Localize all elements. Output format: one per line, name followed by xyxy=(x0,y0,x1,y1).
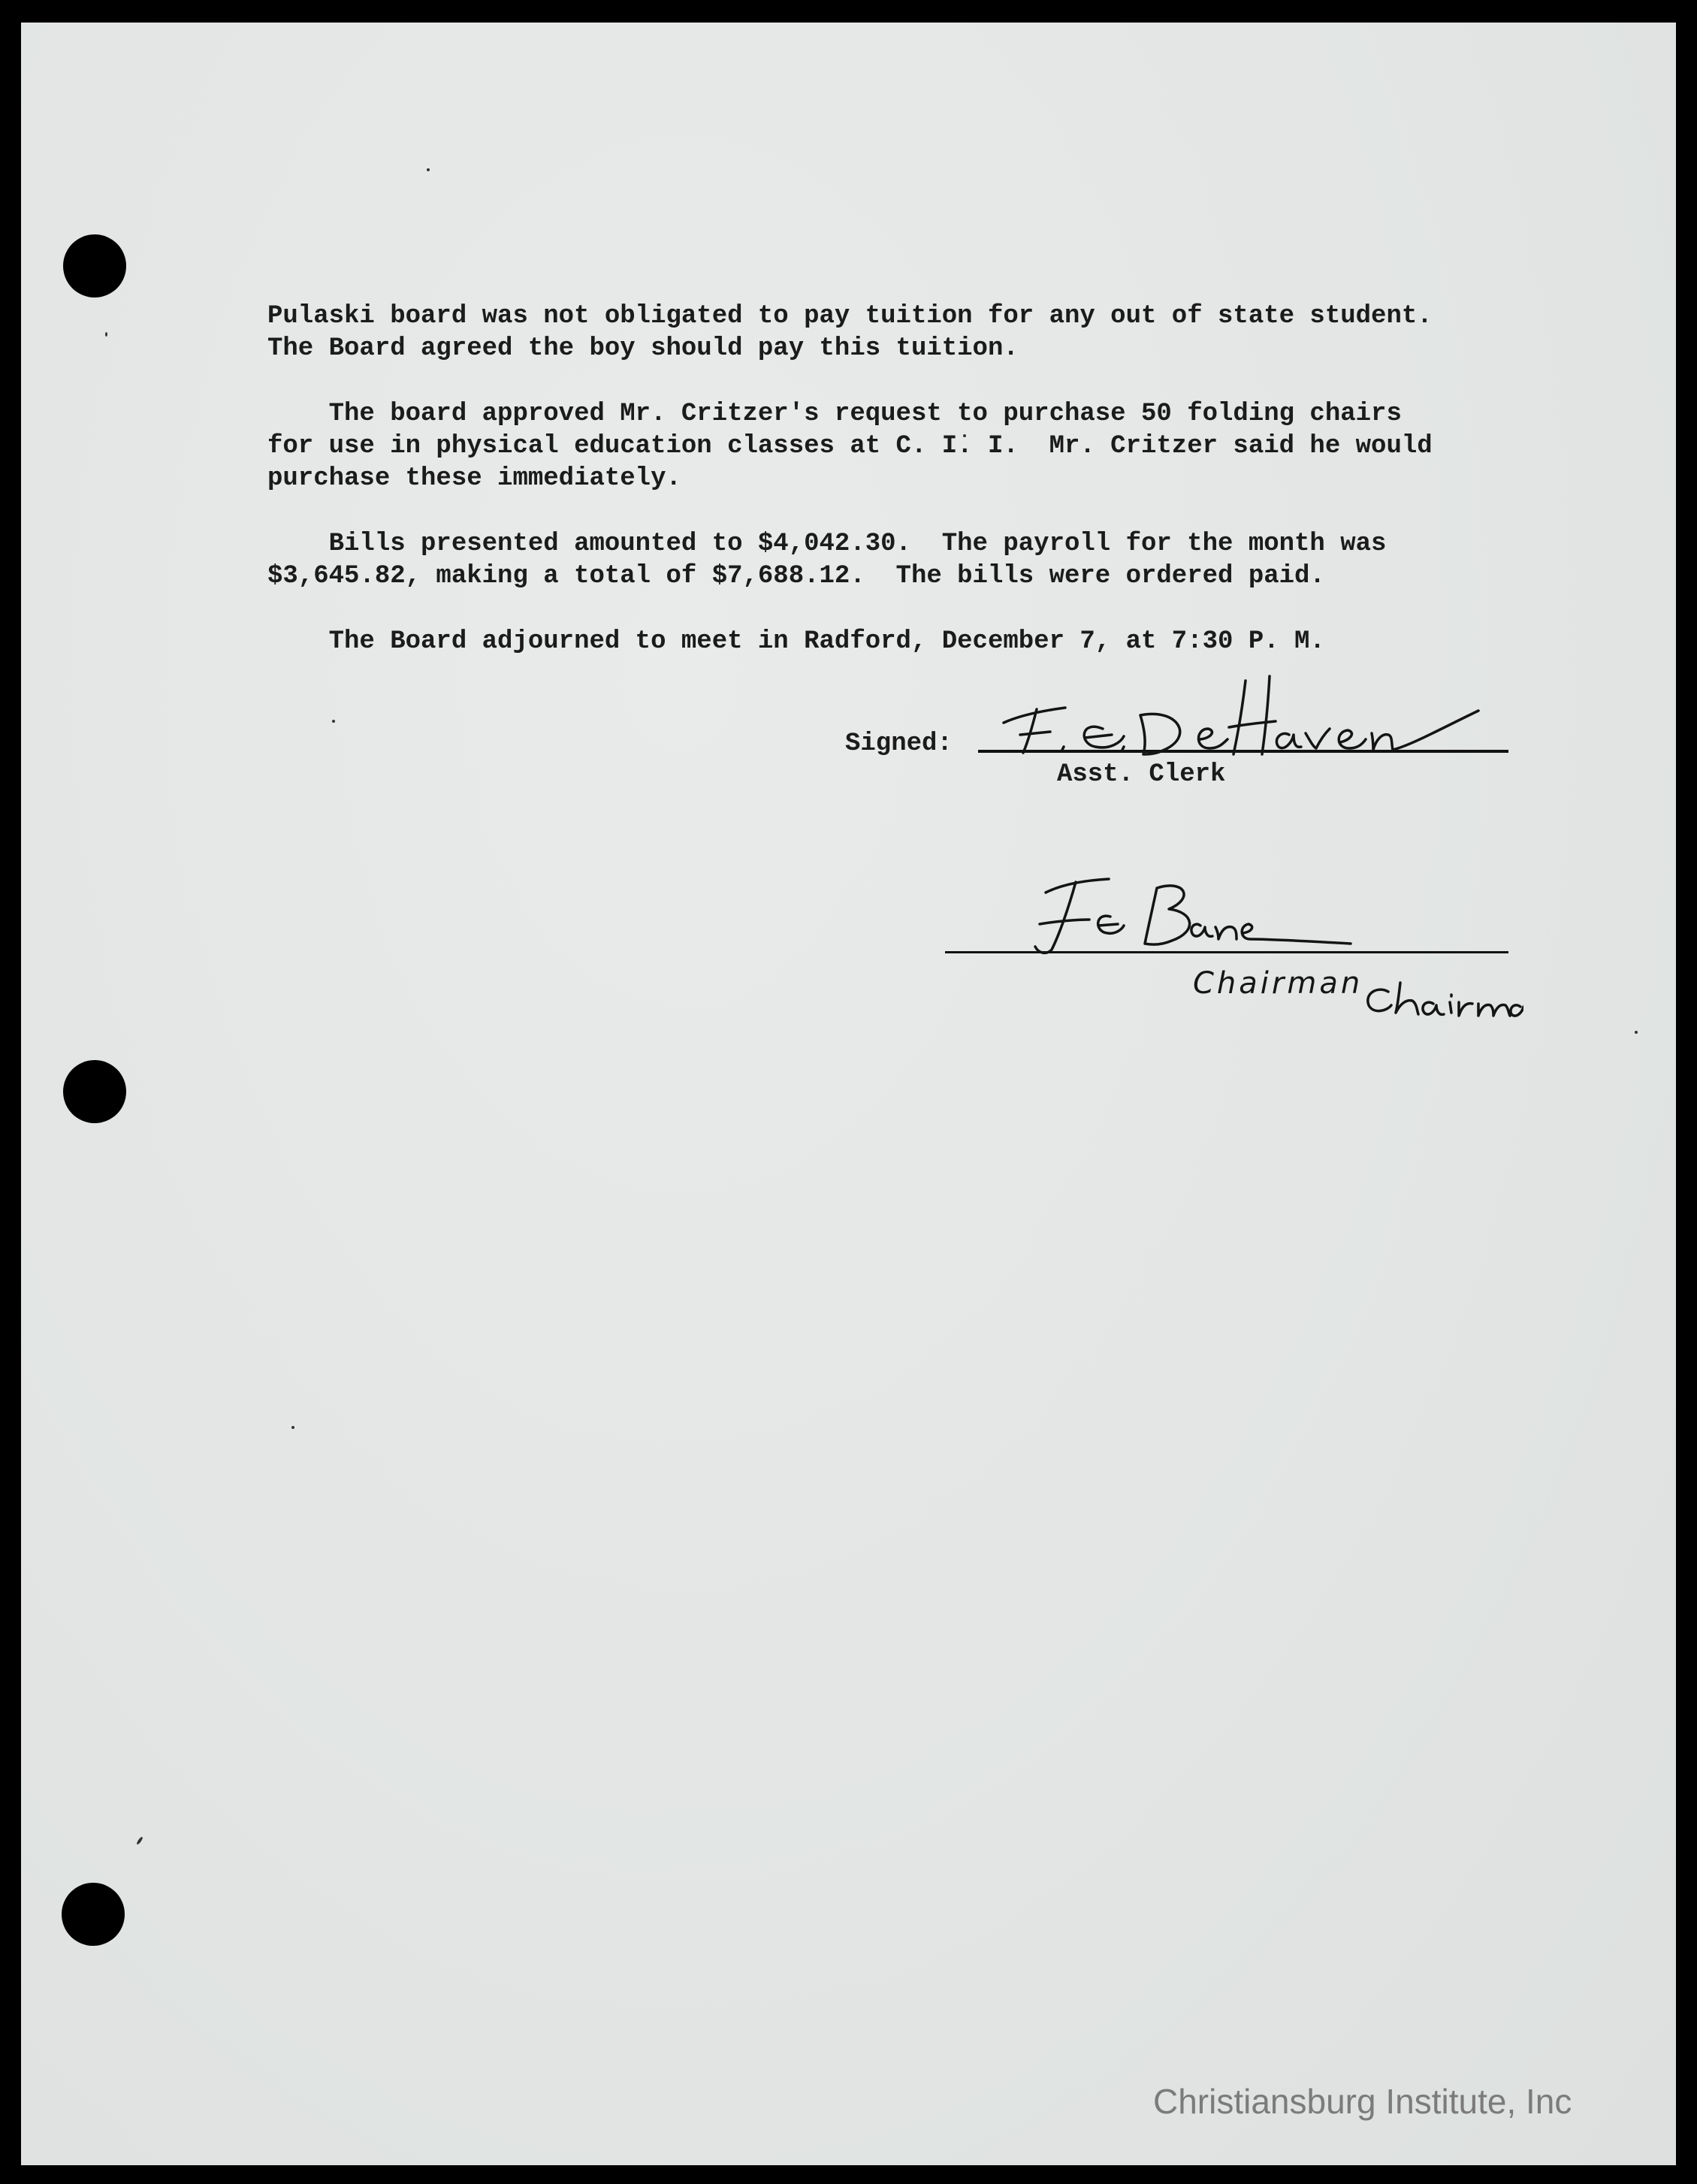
typed-line: for use in physical education classes at C. I. I. Mr. Critzer said he would xyxy=(267,432,1433,461)
signed-label: Signed: xyxy=(845,730,953,758)
paper-speck xyxy=(427,168,430,171)
paper-speck xyxy=(1635,1031,1638,1034)
chairman-signature-icon xyxy=(998,856,1523,1029)
punch-hole-icon xyxy=(62,1883,125,1946)
typed-line: Bills presented amounted to $4,042.30. The payroll for the month was xyxy=(267,530,1387,558)
clerk-signature-icon xyxy=(990,661,1486,766)
typed-line: The Board adjourned to meet in Radford, December 7, at 7:30 P. M. xyxy=(267,627,1325,656)
watermark: Christiansburg Institute, Inc xyxy=(1153,2082,1572,2121)
paper-speck xyxy=(136,1836,143,1845)
typed-line: The board approved Mr. Critzer's request to purchase 50 folding chairs xyxy=(267,400,1402,428)
typed-line: $3,645.82, making a total of $7,688.12. The bills were ordered paid. xyxy=(267,562,1325,591)
clerk-title: Asst. Clerk xyxy=(1057,760,1226,789)
punch-hole-icon xyxy=(63,1060,126,1123)
typed-line: The Board agreed the boy should pay this tuition. xyxy=(267,334,1019,363)
typed-line: purchase these immediately. xyxy=(267,464,681,493)
paper-speck xyxy=(291,1426,294,1429)
paper-speck xyxy=(332,720,335,723)
typed-minutes xyxy=(21,23,1433,789)
chairman-title: Chairman xyxy=(1193,966,1363,1001)
typed-line: Pulaski board was not obligated to pay tuition for any out of state student. xyxy=(267,302,1433,331)
paper-sheet xyxy=(21,23,1676,2165)
